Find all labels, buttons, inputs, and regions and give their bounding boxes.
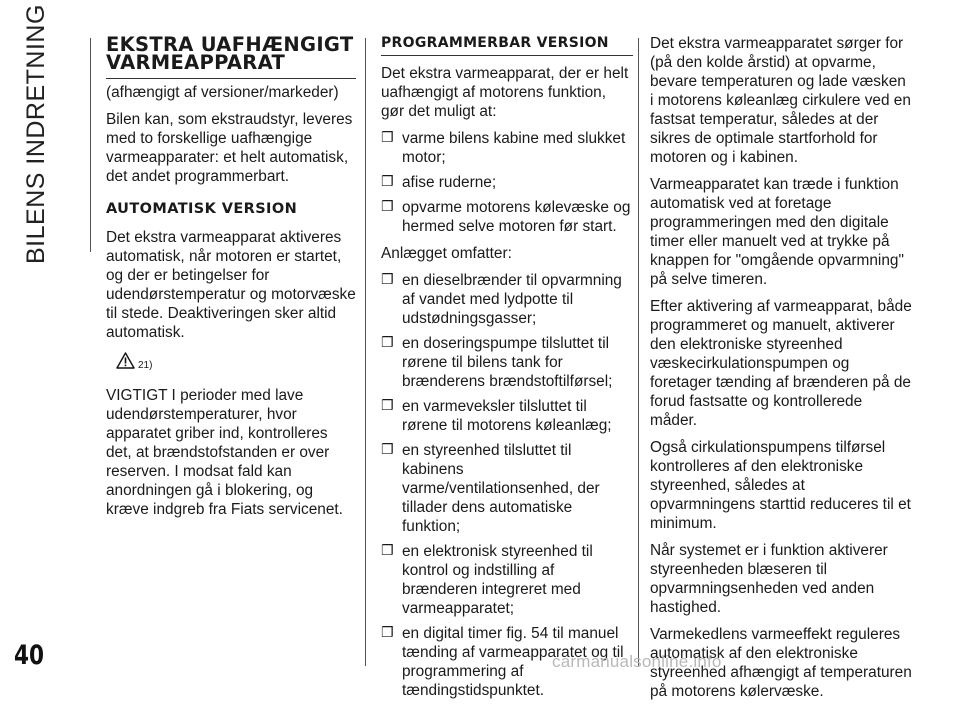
page-number: 40 (14, 640, 45, 671)
column-divider-left (90, 38, 91, 252)
list-item: ❒ en doseringspumpe tilsluttet til rørene til bilens tank for brænderens brændstoftilførsel; (381, 334, 633, 391)
list-item: ❒ en dieselbrænder til opvarmning af vandet med lydpotte til udstødningsgasser; (381, 271, 633, 328)
heading-automatic-version: AUTOMATISK VERSION (106, 201, 298, 217)
paragraph: Også cirkulationspumpens tilførsel kontrolleres af den elektroniske styreenhed, således at opvarmningens starttid reduceres til et minimum. (650, 439, 911, 532)
column-1 (106, 34, 356, 527)
paragraph: Det ekstra varmeapparatet sørger for (på den kolde årstid) at opvarme, bevare temperaturen og lade væsken i motorens køleanlæg cirkulere ved en fastsat temperatur, således at der sikres de optimale startforhold for motoren og i kabinen. (650, 35, 911, 166)
paragraph: Når systemet er i funktion aktiverer styreenheden blæseren til opvarmningsenheden ved anden hastighed. (650, 542, 888, 616)
paragraph: Efter aktivering af varmeapparat, både programmeret og manuelt, aktiverer den elektroniske styreenhed væskecirkulationspumpen og foretager tænding af brænderen på de forud fastsatte og kontrollerede måder. (650, 298, 912, 429)
column-divider-middle (365, 38, 366, 666)
paragraph: Varmekedlens varmeeffekt reguleres automatisk af den elektroniske styreenhed afhængigt af temperaturen på motorens kølervæske. (650, 626, 912, 700)
list-item: ❒ en digital timer fig. 54 til manuel tænding af varmeapparatet og til programmering af tændingstidspunktet. (381, 624, 633, 700)
intro-paragraph: Bilen kan, som ekstraudstyr, leveres med to forskellige uafhængige varmeapparater: et helt automatisk, det andet programmerbart. (106, 111, 353, 185)
list-item: ❒ en elektronisk styreenhed til kontrol og indstilling af brænderen integreret med varmeapparatet; (381, 542, 633, 618)
column-2 (381, 34, 633, 708)
list-item: ❒ afise ruderne; (381, 173, 633, 192)
programmable-intro: Det ekstra varmeapparat, der er helt uafhængigt af motorens funktion, gør det muligt at: (381, 64, 629, 120)
function-list (381, 129, 633, 236)
subtitle-versions: (afhængigt af versioner/markeder) (106, 84, 339, 101)
components-list (381, 271, 633, 700)
system-intro: Anlægget omfatter: (381, 244, 512, 262)
list-item: ❒ en varmeveksler tilsluttet til rørene til motorens køleanlæg; (381, 397, 633, 435)
warning-triangle-icon (116, 352, 135, 369)
paragraph: Varmeapparatet kan træde i funktion automatisk ved at foretage programmeringen med den digitale timer eller manuelt ved at trykke på knappen for "omgående opvarmning" på selve timeren. (650, 176, 904, 288)
warning-reference (116, 352, 356, 372)
column-3 (650, 34, 912, 709)
heading-programmable-version: PROGRAMMERBAR VERSION (381, 36, 633, 56)
heading-extra-heater: EKSTRA UAFHÆNGIGT VARMEAPPARAT (106, 36, 356, 79)
list-item: ❒ opvarme motorens kølevæske og hermed selve motoren før start. (381, 198, 633, 236)
automatic-paragraph: Det ekstra varmeapparat aktiveres automatisk, når motoren er startet, og der er betingelser for udendørstemperatur og motorvæske til stede. Deaktiveringen sker altid automatisk. (106, 229, 356, 341)
list-item: ❒ varme bilens kabine med slukket motor; (381, 129, 633, 167)
section-side-title: BILENS INDRETNING (22, 4, 50, 264)
list-item: ❒ en styreenhed tilsluttet til kabinens varme/ventilationsenhed, der tillader dens automatiske funktion; (381, 441, 633, 536)
column-divider-right (638, 38, 639, 666)
warning-ref-number: 21) (138, 360, 153, 371)
important-paragraph: VIGTIGT I perioder med lave udendørstemperaturer, hvor apparatet griber ind, kontrolleres det, at brændstofstanden er over reserven. I modsat fald kan anordningen gå i blokering, og kræve indgreb fra Fiats servicenet. (106, 387, 343, 518)
watermark-text: carmanualsonline.info (552, 652, 722, 671)
